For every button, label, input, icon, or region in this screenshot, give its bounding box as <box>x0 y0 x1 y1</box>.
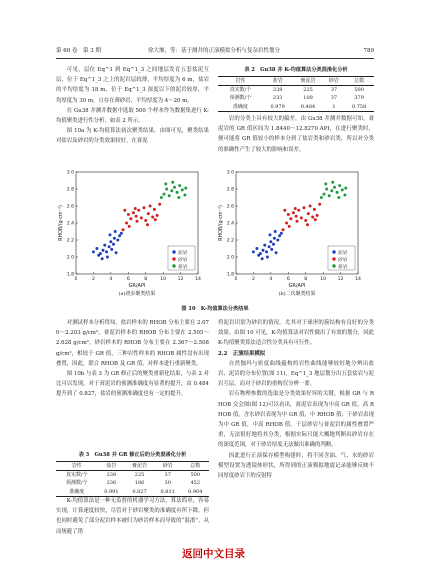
data-point <box>153 208 156 211</box>
table-row <box>56 488 209 497</box>
table-cell: 225 <box>303 87 313 94</box>
data-point <box>297 209 300 212</box>
data-point <box>102 249 105 252</box>
data-point <box>164 182 167 185</box>
data-point <box>137 209 140 212</box>
data-point <box>288 225 291 228</box>
data-point <box>106 256 109 259</box>
table2-caption: 表 2 Gu38 井 K-均值算法分类混淆化分析 <box>244 67 348 73</box>
data-point <box>103 244 106 247</box>
table-cell: 0.979 <box>263 103 293 112</box>
table-header-cell: 砂岩 <box>154 462 182 471</box>
table3 <box>56 461 209 497</box>
x-axis-label: GR/API <box>288 283 306 289</box>
table-row <box>218 94 374 102</box>
data-point <box>333 186 336 189</box>
table-row <box>56 479 209 487</box>
data-point <box>168 194 171 197</box>
data-point <box>108 245 111 248</box>
x-tick-label: 14 <box>355 277 361 282</box>
data-point <box>273 237 276 240</box>
table-row <box>218 103 374 112</box>
table-header-cell: 岩性 <box>218 77 263 86</box>
data-point <box>292 211 295 214</box>
y-axis-label: RHOB/(g·cm⁻³) <box>59 205 64 241</box>
data-point <box>309 205 312 208</box>
x-tick-label: 4 <box>109 277 113 282</box>
data-point <box>171 181 174 184</box>
data-point <box>135 215 138 218</box>
table-cell: 准确度 <box>56 488 98 497</box>
right-column-bottom <box>218 318 374 481</box>
panel-label: (b)二次聚类结果 <box>278 291 316 297</box>
table-cell: 真实数/个 <box>229 87 252 94</box>
x-tick-label: 0 <box>74 277 78 282</box>
table-header-row <box>218 77 374 86</box>
table-cell: 0.484 <box>293 103 324 112</box>
data-point <box>156 214 159 217</box>
table-header-cell: 总数 <box>181 462 209 471</box>
data-point <box>120 232 123 235</box>
left-column-bottom <box>56 318 209 400</box>
data-point <box>132 211 135 214</box>
legend-label: 盐岩 <box>338 264 348 270</box>
issue-info: 第 60 卷 第 3 期 <box>56 48 101 54</box>
data-point <box>323 193 326 196</box>
data-point <box>147 212 150 215</box>
data-point <box>280 232 283 235</box>
table-cell: 233 <box>272 95 283 102</box>
data-point <box>336 191 339 194</box>
table-header-cell: 总数 <box>344 77 374 86</box>
data-point <box>115 251 118 254</box>
data-point <box>128 225 131 228</box>
data-point <box>268 245 271 248</box>
data-point <box>289 217 292 220</box>
y-tick-label: 2.6 <box>66 204 74 210</box>
table-cell: 238 <box>272 87 283 94</box>
data-point <box>344 187 347 190</box>
paragraph: K-均值算法是一种无监督的机器学习方法，算法简单，容易实现，计算速度较快，尽管对于砂岩聚类的准确度有所下降，但也同时避免了部分泥岩样本被归为砂岩样本而导致的“混淆”，从而规避了错 <box>56 498 209 535</box>
data-point <box>278 234 281 237</box>
legend-label: 盐岩 <box>178 264 188 270</box>
table-cell: 186 <box>134 480 145 487</box>
data-point <box>311 216 314 219</box>
x-tick-label: 12 <box>337 277 344 282</box>
data-point <box>266 256 269 259</box>
paragraph: 图 10b 与表 3 为 GR 修正后的聚类重新化结果，与表 2 对比可以发现，对于膏泥岩的预测准确度有显著的提升，由 0.484 提升到了 0.827，盐岩的预测准确度也有一定的提升。 <box>56 371 209 398</box>
data-point <box>316 214 319 217</box>
data-point <box>268 233 271 236</box>
legend-marker <box>332 264 335 267</box>
table-cell: 0.758 <box>344 103 374 112</box>
table-header-cell: 盐岩 <box>263 77 293 86</box>
table-header-cell: 膏泥岩 <box>293 77 324 86</box>
x-tick-label: 6 <box>286 277 290 282</box>
data-point <box>134 207 137 210</box>
data-point <box>144 219 147 222</box>
table-cell: 37 <box>164 472 171 479</box>
paragraph: 自然伽玛与密度曲线蕴构的岩性曲线能够较好地分辨出盐岩、泥岩的分布位置(图 11)，Eq^1_3 地层划分出五套盐岩与泥岩互层，而对于砂岩的重构仅分辨一要。 <box>218 360 374 388</box>
data-point <box>338 184 341 187</box>
table-cell: 30 <box>164 480 171 487</box>
table-header-cell: 砂岩 <box>324 77 345 86</box>
data-point <box>163 193 166 196</box>
table-cell: 236 <box>106 480 117 487</box>
header-rule <box>56 58 374 59</box>
data-point <box>261 257 264 260</box>
paragraph: 岩石物理参数的选取是分类效果好坏的关键。根据 GR 与 RHOB 交会图(图 12)可以看出，膏泥岩表现为中高 GR 值，高 RHOB 值，含水砂岩表现为中 GR 值，中 RHOB 值；干砂岩表现为中 GR 值，中高 RHOB 值。干层砂岩与膏泥岩的属性叠置严重，无法很好地将其分类，根据实际只能大概地判断出砂岩存在的深度范围，对于砂岩厚度无法做出准确的判断。 <box>218 391 374 449</box>
data-point <box>255 247 258 250</box>
legend-marker <box>172 257 175 260</box>
data-point <box>154 218 157 221</box>
y-tick-label: 3.0 <box>66 170 74 176</box>
y-tick-label: 2.4 <box>226 221 234 227</box>
back-to-contents-link[interactable]: 返回中文目录 <box>182 548 245 560</box>
table-cell: 109 <box>303 95 313 102</box>
legend-marker <box>172 264 175 267</box>
data-point <box>265 250 268 253</box>
data-point <box>142 206 145 209</box>
data-point <box>262 249 265 252</box>
table3-caption: 表 3 Gu38 井 GR 修正后的分类混淆化分析 <box>78 452 187 458</box>
x-tick-label: 4 <box>269 277 273 282</box>
data-point <box>320 196 323 199</box>
y-axis-label: RHOB/(g·cm⁻³) <box>219 205 224 241</box>
table2 <box>218 76 374 112</box>
table-cell: 452 <box>190 480 200 487</box>
data-point <box>114 230 117 233</box>
data-point <box>318 203 321 206</box>
data-point <box>330 189 333 192</box>
scatter-plots <box>56 168 374 304</box>
table-header-cell: 岩性 <box>56 462 98 471</box>
data-point <box>328 194 331 197</box>
legend-label: 泥岩 <box>338 250 348 256</box>
table-cell: 准确度 <box>218 103 263 112</box>
data-point <box>287 213 290 216</box>
data-point <box>140 216 143 219</box>
x-tick-label: 8 <box>304 277 308 282</box>
data-point <box>170 189 173 192</box>
data-point <box>307 212 310 215</box>
y-tick-label: 2.6 <box>226 204 234 210</box>
data-point <box>173 186 176 189</box>
table-cell: 0.827 <box>125 488 154 497</box>
x-tick-label: 10 <box>160 277 167 282</box>
table-cell: 真实数/个 <box>65 472 88 479</box>
data-point <box>313 208 316 211</box>
paragraph: 可见，层位 Eq^1 到 Eq^1_3 之间地层发育五套盐泥互层，位于 Eq^1_3 之上的泥岩层较薄，平均厚度为 6 m，盐岩的平均厚度为 18 m，位于 Eq^1_3 深度以下的泥岩较厚，平均厚度为 30 m，且存在薄砂岩，平均厚度为 4～20 m。 <box>56 67 209 104</box>
x-tick-label: 2 <box>91 277 95 282</box>
data-point <box>274 230 277 233</box>
data-point <box>325 188 328 191</box>
data-point <box>178 184 181 187</box>
x-tick-label: 8 <box>144 277 148 282</box>
table-cell: 预测数/个 <box>65 480 88 487</box>
page-number: 789 <box>363 48 374 54</box>
legend-marker <box>172 250 175 253</box>
table-cell: 225 <box>134 472 145 479</box>
data-point <box>269 240 272 243</box>
data-point <box>270 248 273 251</box>
data-point <box>97 254 100 257</box>
table-cell: 预测数/个 <box>229 95 252 102</box>
data-point <box>331 181 334 184</box>
panel-label: (a)初步聚类结果 <box>118 291 156 297</box>
data-point <box>149 205 152 208</box>
data-point <box>294 207 297 210</box>
data-point <box>125 222 128 225</box>
legend-label: 砂岩 <box>338 257 348 263</box>
y-tick-label: 2.8 <box>66 187 74 193</box>
data-point <box>302 206 305 209</box>
table-cell: 37 <box>330 87 338 94</box>
data-point <box>272 243 275 246</box>
data-point <box>113 237 116 240</box>
legend-label: 砂岩 <box>178 257 188 263</box>
paragraph: 对测试样本分析得知，盐岩样本的 RHOB 分布主要在 2.070～2.203 g/cm³，膏泥岩样本的 RHOB 分布主要在 2.505～2.628 g/cm³，砂岩样本的 RHOB 分布主要在 2.367～2.508 g/cm³，相较于 GR 值，三种岩性样本的 RHOB 属性没有出现叠置，因此，联合 RHOB 及 GR 值，对样本进行重新聚类。 <box>56 320 209 367</box>
data-point <box>95 247 98 250</box>
data-point <box>176 191 179 194</box>
x-axis-label: GR/API <box>128 283 146 289</box>
y-tick-label: 2.8 <box>226 187 234 193</box>
x-tick-label: 2 <box>251 277 255 282</box>
x-tick-label: 10 <box>320 277 327 282</box>
data-point <box>108 233 111 236</box>
paragraph: 岩的分类上具有较大的偏差。由 Gu38 井测井数据可知，膏泥岩的 GR 值区间为 1.8440～12.8270 API，在进行聚类时，便可能将 GR 值较小的样本分到了盐岩类和砂岩类，所以对分类的准确性产生了较大的影响和误差。 <box>218 116 374 153</box>
data-point <box>101 257 104 260</box>
data-point <box>177 196 180 199</box>
data-point <box>127 213 130 216</box>
data-point <box>300 216 303 219</box>
data-point <box>282 228 285 231</box>
data-point <box>285 222 288 225</box>
data-point <box>123 209 126 212</box>
data-point <box>257 254 260 257</box>
data-point <box>146 223 149 226</box>
data-point <box>92 250 95 253</box>
figure-10 <box>56 168 374 304</box>
data-point <box>296 220 299 223</box>
y-tick-label: 2.0 <box>226 255 234 261</box>
y-tick-label: 2.0 <box>66 255 74 261</box>
legend-label: 泥岩 <box>178 250 188 256</box>
data-point <box>129 217 132 220</box>
data-point <box>122 228 125 231</box>
data-point <box>109 240 112 243</box>
table-header-row <box>56 462 209 471</box>
table-cell: 0.991 <box>98 488 126 497</box>
section-heading: 2.2 正演结果模拟 <box>218 350 266 357</box>
x-tick-label: 14 <box>195 277 201 282</box>
x-tick-label: 0 <box>234 277 238 282</box>
legend-marker <box>332 257 335 260</box>
x-tick-label: 12 <box>177 277 184 282</box>
running-header <box>56 46 374 57</box>
running-title: 徐大堰，等：基于测井的正演模拟分析与复杂岩性划分 <box>148 48 281 54</box>
y-tick-label: 2.2 <box>226 238 234 244</box>
data-point <box>165 188 168 191</box>
data-point <box>112 243 115 246</box>
data-point <box>343 193 346 196</box>
data-point <box>184 187 187 190</box>
paragraph: 图 10a 为 K-均值算法初次聚类结果，由图可见，聚类结果对盐岩及砂岩的分类效果较好，在膏泥 <box>56 128 209 145</box>
data-point <box>275 251 278 254</box>
data-point <box>337 196 340 199</box>
left-column-top <box>56 65 209 147</box>
data-point <box>116 239 119 242</box>
data-point <box>306 223 309 226</box>
data-point <box>151 216 154 219</box>
table-cell: 37 <box>330 95 338 102</box>
y-tick-label: 2.2 <box>66 238 74 244</box>
y-tick-label: 3.0 <box>226 170 234 176</box>
table-row <box>218 86 374 95</box>
paragraph: 因此进行正演保存模型构建时，将不同含油、气、水的砂岩模型设置为透镜体形状，所得到的正演模拟地震记录能够反映不同厚度砂岩下的反射特 <box>218 452 374 480</box>
table-cell: 238 <box>106 472 117 479</box>
data-point <box>160 196 163 199</box>
y-tick-label: 2.4 <box>66 221 74 227</box>
data-point <box>295 215 298 218</box>
table-cell: 500 <box>190 472 200 479</box>
data-point <box>105 250 108 253</box>
data-point <box>118 234 121 237</box>
figure-caption: 图 10 K-均值算法分类结果 <box>181 306 249 312</box>
table-cell: 379 <box>354 95 364 102</box>
right-column-top <box>218 114 374 155</box>
table-cell: 500 <box>354 87 364 94</box>
data-point <box>158 203 161 206</box>
data-point <box>324 182 327 185</box>
x-tick-label: 6 <box>126 277 130 282</box>
data-point <box>283 209 286 212</box>
data-point <box>276 239 279 242</box>
data-point <box>136 220 139 223</box>
data-point <box>110 248 113 251</box>
table-header-cell: 膏泥岩 <box>125 462 154 471</box>
data-point <box>183 193 186 196</box>
table-row <box>56 471 209 480</box>
left-column-end <box>56 496 209 537</box>
y-tick-label: 1.8 <box>66 272 74 278</box>
data-point <box>263 244 266 247</box>
data-point <box>252 250 255 253</box>
table-cell: 1 <box>324 103 345 112</box>
data-point <box>181 188 184 191</box>
table-cell: 0.811 <box>154 488 182 497</box>
data-point <box>304 219 307 222</box>
legend-marker <box>332 250 335 253</box>
data-point <box>341 188 344 191</box>
paragraph: 在 Gu38 井测井数据中选取 500 个样本作为数据集进行 K-均值聚类进行性分析，如表 2 所示。 <box>56 107 209 125</box>
paragraph: 将泥岩识别为砂岩的情况。尤其对于球形的簇结构有良好的分类效果。由图 10 可见，K-均值算法对岩性做出了有效的划分，因此 K-均值聚类算法适合性分类具有可行性。 <box>218 320 374 347</box>
table-header-cell: 盐岩 <box>98 462 126 471</box>
table-cell: 0.904 <box>181 488 209 497</box>
y-tick-label: 1.8 <box>226 272 234 278</box>
data-point <box>314 218 317 221</box>
